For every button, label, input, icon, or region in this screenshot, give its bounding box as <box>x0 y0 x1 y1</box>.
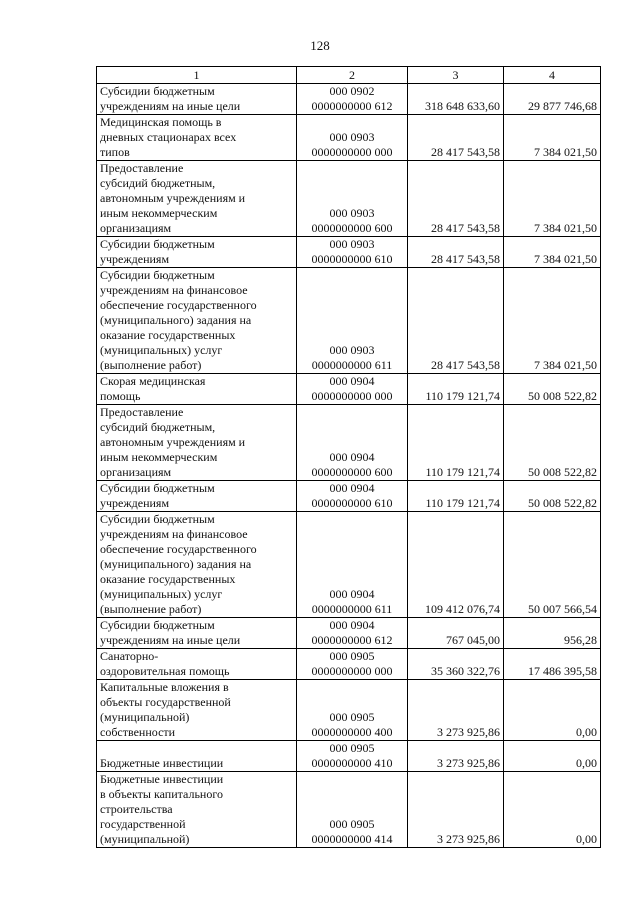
table-row <box>97 649 601 680</box>
row-amount-col4: 50 008 522,82 <box>504 405 601 481</box>
row-name: Субсидии бюджетным учреждениям на финансовое обеспечение государственного (муниципального) задания на оказание государственных (муниципальных) услуг (выполнение работ) <box>97 268 297 374</box>
row-code: 000 0905 0000000000 400 <box>297 680 408 741</box>
table-row <box>97 512 601 618</box>
row-amount-col3: 110 179 121,74 <box>408 374 504 405</box>
row-amount-col4: 50 007 566,54 <box>504 512 601 618</box>
page-number: 128 <box>310 38 330 53</box>
row-name: Медицинская помощь в дневных стационарах всех типов <box>97 115 297 161</box>
row-amount-col4: 0,00 <box>504 680 601 741</box>
row-code: 000 0904 0000000000 612 <box>297 618 408 649</box>
row-amount-col3: 109 412 076,74 <box>408 512 504 618</box>
row-name: Субсидии бюджетным учреждениям на иные цели <box>97 618 297 649</box>
row-amount-col3: 767 045,00 <box>408 618 504 649</box>
table-row <box>97 268 601 374</box>
row-code: 000 0903 0000000000 610 <box>297 237 408 268</box>
row-amount-col3: 3 273 925,86 <box>408 741 504 772</box>
row-code: 000 0904 0000000000 611 <box>297 512 408 618</box>
row-name: Бюджетные инвестиции <box>97 741 297 772</box>
table-row <box>97 741 601 772</box>
row-amount-col3: 28 417 543,58 <box>408 115 504 161</box>
table-row <box>97 618 601 649</box>
row-code: 000 0904 0000000000 000 <box>297 374 408 405</box>
row-name: Субсидии бюджетным учреждениям <box>97 237 297 268</box>
row-amount-col3: 110 179 121,74 <box>408 405 504 481</box>
row-name: Санаторно- оздоровительная помощь <box>97 649 297 680</box>
row-code: 000 0905 0000000000 000 <box>297 649 408 680</box>
table-row <box>97 680 601 741</box>
column-header-3: 3 <box>408 67 504 84</box>
column-header-4: 4 <box>504 67 601 84</box>
row-amount-col3: 28 417 543,58 <box>408 237 504 268</box>
row-name: Субсидии бюджетным учреждениям <box>97 481 297 512</box>
row-code: 000 0905 0000000000 410 <box>297 741 408 772</box>
row-code: 000 0904 0000000000 610 <box>297 481 408 512</box>
table-body <box>97 84 601 848</box>
table-row <box>97 772 601 848</box>
table-row <box>97 481 601 512</box>
row-amount-col3: 318 648 633,60 <box>408 84 504 115</box>
row-name: Предоставление субсидий бюджетным, автономным учреждениям и иным некоммерческим организациям <box>97 161 297 237</box>
row-amount-col4: 0,00 <box>504 772 601 848</box>
row-amount-col3: 35 360 322,76 <box>408 649 504 680</box>
row-amount-col3: 110 179 121,74 <box>408 481 504 512</box>
row-name: Бюджетные инвестиции в объекты капитального строительства государственной (муниципальной) <box>97 772 297 848</box>
row-name: Скорая медицинская помощь <box>97 374 297 405</box>
row-code: 000 0902 0000000000 612 <box>297 84 408 115</box>
row-code: 000 0905 0000000000 414 <box>297 772 408 848</box>
row-amount-col4: 956,28 <box>504 618 601 649</box>
table-row <box>97 374 601 405</box>
row-amount-col4: 7 384 021,50 <box>504 161 601 237</box>
table-header-row <box>97 67 601 84</box>
row-name: Субсидии бюджетным учреждениям на иные цели <box>97 84 297 115</box>
row-amount-col4: 7 384 021,50 <box>504 237 601 268</box>
row-amount-col4: 7 384 021,50 <box>504 268 601 374</box>
table-row <box>97 237 601 268</box>
table-row <box>97 161 601 237</box>
row-name: Капитальные вложения в объекты государственной (муниципальной) собственности <box>97 680 297 741</box>
row-amount-col4: 7 384 021,50 <box>504 115 601 161</box>
row-amount-col4: 0,00 <box>504 741 601 772</box>
row-code: 000 0903 0000000000 611 <box>297 268 408 374</box>
row-amount-col3: 3 273 925,86 <box>408 680 504 741</box>
table-row <box>97 405 601 481</box>
column-header-1: 1 <box>97 67 297 84</box>
column-header-2: 2 <box>297 67 408 84</box>
budget-table <box>96 66 601 848</box>
table-row <box>97 84 601 115</box>
row-name: Предоставление субсидий бюджетным, автономным учреждениям и иным некоммерческим организациям <box>97 405 297 481</box>
row-amount-col4: 50 008 522,82 <box>504 481 601 512</box>
table-row <box>97 115 601 161</box>
row-amount-col4: 29 877 746,68 <box>504 84 601 115</box>
row-amount-col4: 17 486 395,58 <box>504 649 601 680</box>
row-amount-col4: 50 008 522,82 <box>504 374 601 405</box>
row-amount-col3: 28 417 543,58 <box>408 268 504 374</box>
row-amount-col3: 28 417 543,58 <box>408 161 504 237</box>
row-code: 000 0904 0000000000 600 <box>297 405 408 481</box>
scan-artifact <box>120 888 134 900</box>
row-code: 000 0903 0000000000 000 <box>297 115 408 161</box>
row-name: Субсидии бюджетным учреждениям на финансовое обеспечение государственного (муниципального) задания на оказание государственных (муниципальных) услуг (выполнение работ) <box>97 512 297 618</box>
row-code: 000 0903 0000000000 600 <box>297 161 408 237</box>
row-amount-col3: 3 273 925,86 <box>408 772 504 848</box>
